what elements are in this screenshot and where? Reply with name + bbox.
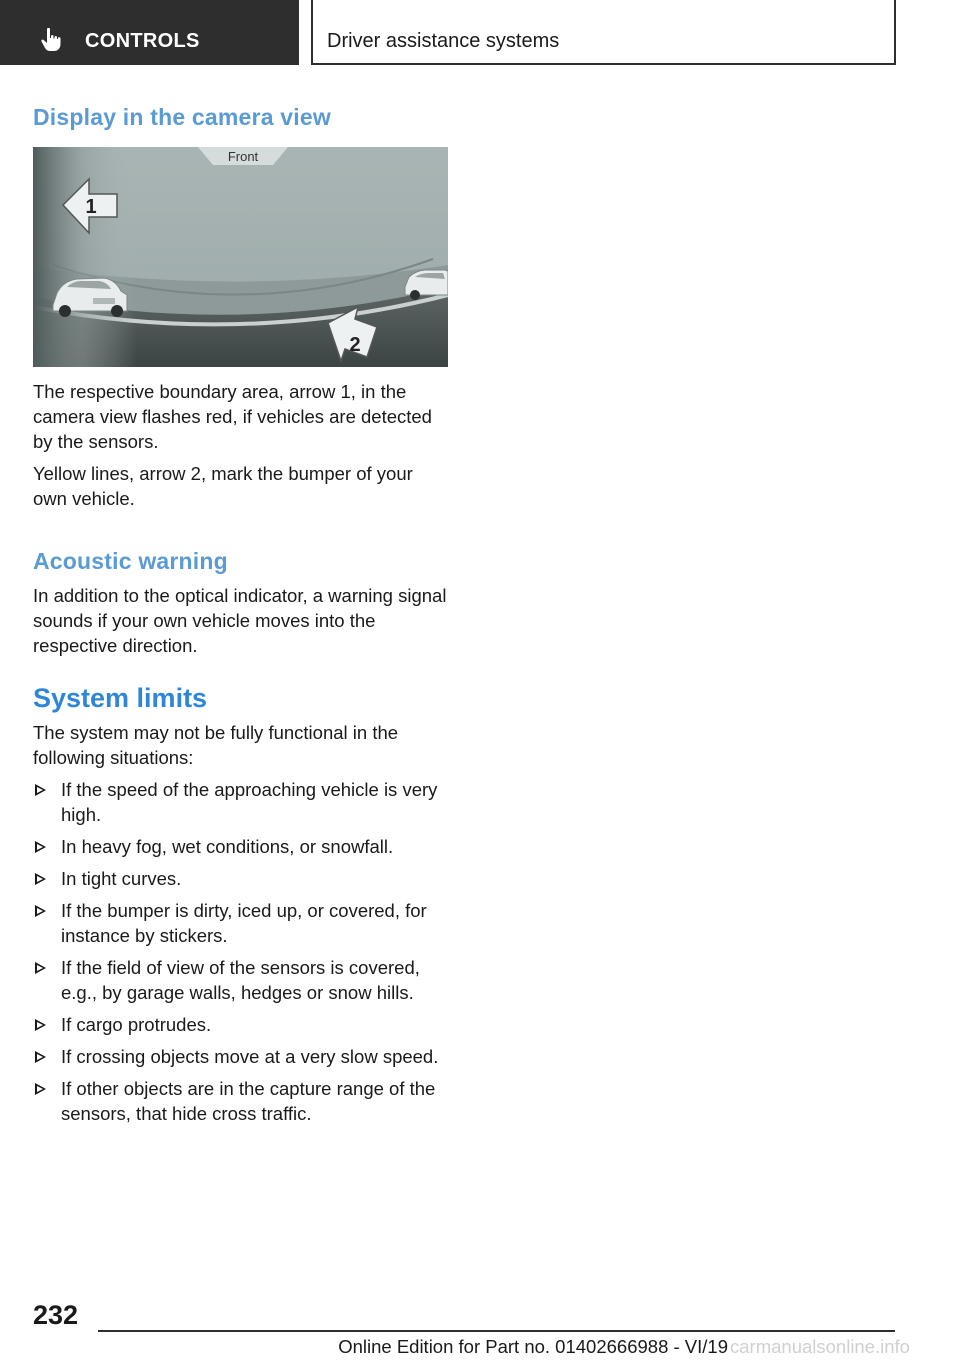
- heading-camera-view: Display in the camera view: [33, 104, 331, 130]
- header-section-tab: [0, 0, 299, 65]
- list-item: If the speed of the approaching vehicle is very high.: [33, 777, 453, 827]
- header-title-box: [311, 0, 896, 65]
- triangle-bullet-icon: [35, 1083, 46, 1095]
- list-item: If cargo protrudes.: [33, 1012, 453, 1037]
- triangle-bullet-icon: [35, 1019, 46, 1031]
- footer-divider: [98, 1330, 895, 1332]
- triangle-bullet-icon: [35, 905, 46, 917]
- section-label: CONTROLS: [85, 30, 200, 52]
- arrow-1-label: 1: [85, 196, 97, 218]
- list-item: If other objects are in the capture range of the sensors, that hide cross traffic.: [33, 1076, 453, 1126]
- camera-view-illustration: [33, 147, 448, 367]
- triangle-bullet-icon: [35, 841, 46, 853]
- front-label: Front: [227, 149, 259, 164]
- watermark: carmanualsonline.info: [730, 1336, 910, 1357]
- acoustic-paragraph: In addition to the optical indicator, a warning signal sounds if your own vehicle moves into the respective direction.: [33, 585, 447, 656]
- car-right-icon: [405, 270, 448, 300]
- list-item: If crossing objects move at a very slow speed.: [33, 1044, 453, 1069]
- pointing-hand-icon: [38, 26, 66, 54]
- page-number: 232: [33, 1300, 79, 1330]
- camera-view-graphic: [33, 147, 448, 367]
- limits-list: [33, 777, 453, 1133]
- limits-intro: The system may not be fully functional in the following situations:: [33, 722, 399, 768]
- chapter-title: Driver assistance systems: [327, 30, 560, 52]
- list-item: In heavy fog, wet conditions, or snowfall.: [33, 834, 453, 859]
- list-item: In tight curves.: [33, 866, 453, 891]
- list-item: If the bumper is dirty, iced up, or covered, for instance by stickers.: [33, 898, 453, 948]
- car-left-icon: [53, 278, 127, 317]
- heading-system-limits: System limits: [33, 683, 208, 713]
- arrow-2-label: 2: [349, 334, 361, 356]
- list-item: If the field of view of the sensors is covered, e.g., by garage walls, hedges or snow hills.: [33, 955, 453, 1005]
- camera-paragraph-2: Yellow lines, arrow 2, mark the bumper of your own vehicle.: [33, 463, 413, 509]
- camera-paragraph-1: The respective boundary area, arrow 1, in the camera view flashes red, if vehicles are detected by the sensors.: [33, 381, 432, 452]
- edition-note: Online Edition for Part no. 01402666988 - VI/19: [338, 1336, 728, 1357]
- triangle-bullet-icon: [35, 1051, 46, 1063]
- triangle-bullet-icon: [35, 784, 46, 796]
- triangle-bullet-icon: [35, 962, 46, 974]
- triangle-bullet-icon: [35, 873, 46, 885]
- heading-acoustic-warning: Acoustic warning: [33, 548, 228, 574]
